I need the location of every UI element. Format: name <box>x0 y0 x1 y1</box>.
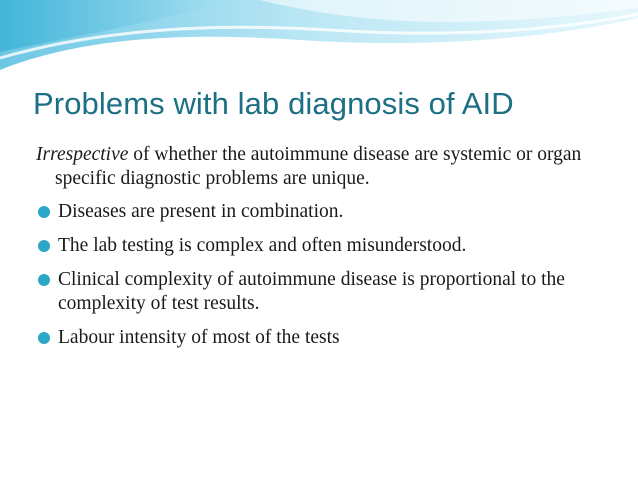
bullet-item <box>36 268 616 316</box>
bullet-dot-icon <box>38 274 50 286</box>
bullet-text: Diseases are present in combination. <box>58 201 344 222</box>
bullet-dot-icon <box>38 240 50 252</box>
slide-title: Problems with lab diagnosis of AID <box>33 86 514 121</box>
bullet-item <box>36 200 616 224</box>
bullet-text: Labour intensity of most of the tests <box>58 327 340 348</box>
bullet-dot-icon <box>38 206 50 218</box>
intro-paragraph <box>36 143 616 191</box>
bullet-item <box>36 234 616 258</box>
bullet-text: The lab testing is complex and often misunderstood. <box>58 235 467 256</box>
intro-emphasis: Irrespective <box>36 144 129 165</box>
intro-text: of whether the autoimmune disease are systemic or organ specific diagnostic problems are unique. <box>55 144 582 189</box>
header-wave-decoration <box>0 0 638 80</box>
slide-body <box>36 143 616 360</box>
bullet-dot-icon <box>38 332 50 344</box>
bullet-text: Clinical complexity of autoimmune disease is proportional to the complexity of test results. <box>58 269 565 314</box>
bullet-item <box>36 326 616 350</box>
